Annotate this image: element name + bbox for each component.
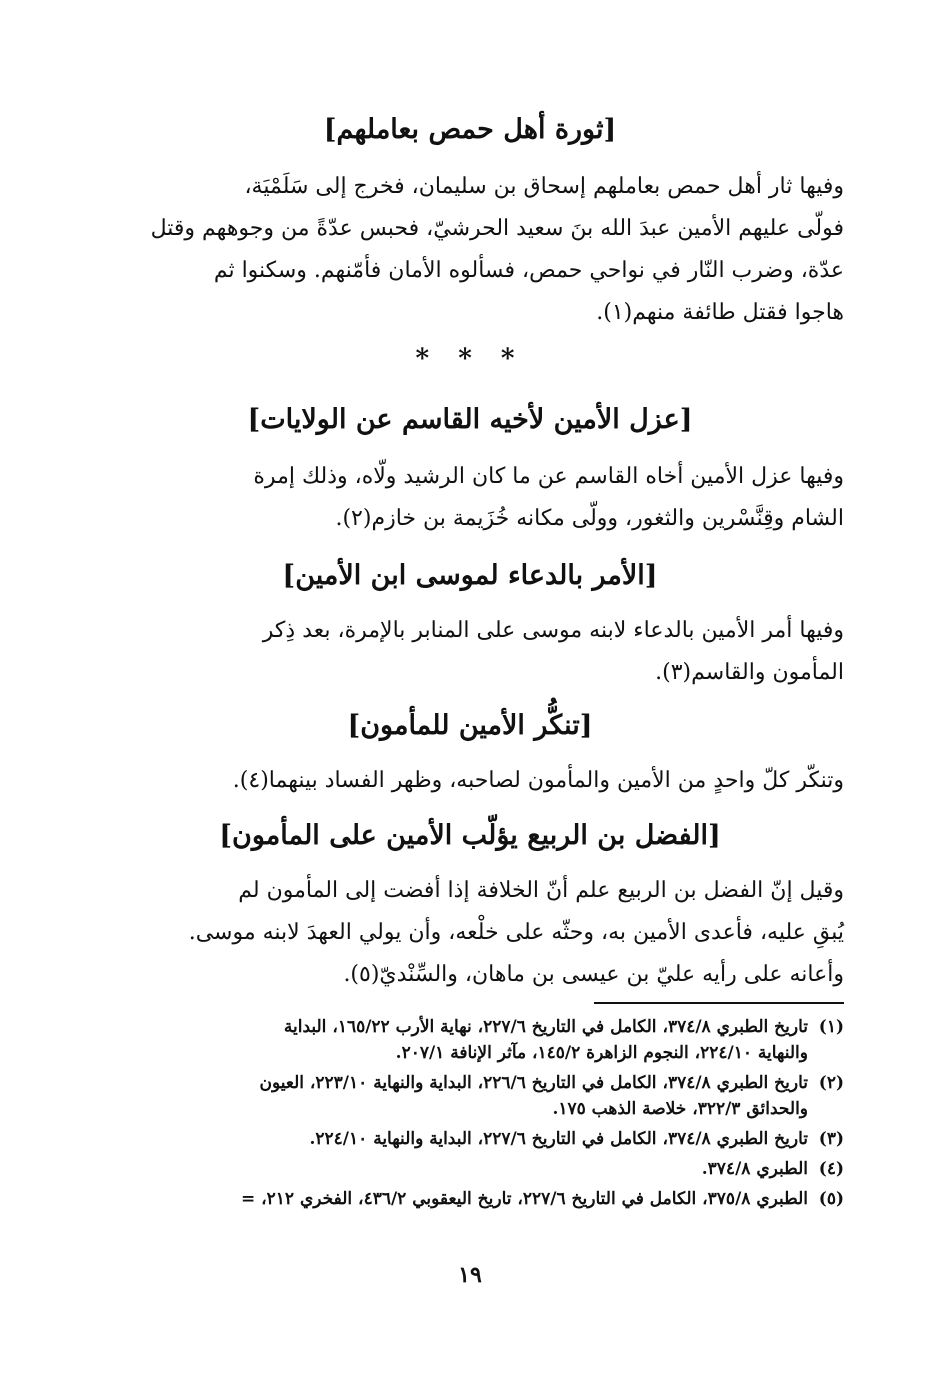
footnote (96, 1186, 844, 1212)
section-heading: [الأمر بالدعاء لموسى ابن الأمين] (282, 560, 658, 591)
section-heading: [عزل الأمين لأخيه القاسم عن الولايات] (247, 404, 693, 435)
section-heading: [الفضل بن الربيع يؤلّب الأمين على المأمون] (219, 820, 721, 851)
text-line: وتنكّر كلّ واحدٍ من الأمين والمأمون لصاحبه، وظهر الفساد بينهما(٤). (232, 768, 844, 793)
section-paragraph (96, 456, 844, 540)
footnote-line: تاريخ الطبري ٣٧٤/٨، الكامل في التاريخ ٢٢٧/٦، نهاية الأرب ١٦٥/٢٢، البداية (283, 1017, 808, 1037)
footnote-line: والنهاية ٢٢٤/١٠، النجوم الزاهرة ١٤٥/٢، مآثر الإنافة ٢٠٧/١. (395, 1043, 808, 1063)
text-line: هاجوا فقتل طائفة منهم(١). (596, 300, 844, 325)
footnote-line: الطبري ٣٧٥/٨، الكامل في التاريخ ٢٢٧/٦، تاريخ اليعقوبي ٤٣٦/٢، الفخري ٢١٢، = (241, 1189, 808, 1209)
section-separator: * * * (415, 344, 525, 374)
footnote-line: تاريخ الطبري ٣٧٤/٨، الكامل في التاريخ ٢٢٧/٦، البداية والنهاية ٢٢٤/١٠. (309, 1129, 808, 1149)
section-paragraph (96, 760, 844, 802)
footnote-text (96, 1014, 808, 1066)
text-line: يُبقِ عليه، فأعدى الأمين به، وحثّه على خلْعه، وأن يولي العهدَ لابنه موسى. (188, 920, 844, 945)
footnote-number: (٢) (818, 1073, 844, 1093)
footnote-text (96, 1186, 808, 1212)
footnote (96, 1070, 844, 1122)
section-paragraph (96, 610, 844, 694)
footnote (96, 1126, 844, 1152)
footnote-text (96, 1070, 808, 1122)
footnote-number: (٤) (818, 1159, 844, 1179)
text-line: وفيها ثار أهل حمص بعاملهم إسحاق بن سليمان، فخرج إلى سَلَمْيَة، (244, 174, 844, 199)
page-number: ١٩ (458, 1262, 482, 1288)
text-line: الشام وقِنَّسْرين والثغور، وولّى مكانه خُزَيمة بن خازم(٢). (335, 506, 844, 531)
footnote-line: الطبري ٣٧٤/٨. (701, 1159, 808, 1179)
text-line: المأمون والقاسم(٣). (655, 660, 844, 685)
footnotes (96, 1014, 844, 1216)
section-heading: [ثورة أهل حمص بعاملهم] (323, 114, 617, 145)
footnote-line: تاريخ الطبري ٣٧٤/٨، الكامل في التاريخ ٢٢٦/٦، البداية والنهاية ٢٢٣/١٠، العيون (259, 1073, 808, 1093)
section-paragraph (96, 870, 844, 996)
text-line: وفيها عزل الأمين أخاه القاسم عن ما كان الرشيد ولّاه، وذلك إمرة (253, 464, 844, 489)
section-heading: [تنكُّر الأمين للمأمون] (347, 710, 593, 741)
text-line: فولّى عليهم الأمين عبدَ الله بنَ سعيد الحرشيّ، فحبس عدّةً من وجوههم وقتل (150, 216, 844, 241)
footnote-number: (٥) (818, 1189, 844, 1209)
text-line: وفيها أمر الأمين بالدعاء لابنه موسى على المنابر بالإمرة، بعد ذِكر (262, 618, 844, 643)
footnote (96, 1156, 844, 1182)
footnote-number: (٣) (818, 1129, 844, 1149)
footnote-number: (١) (818, 1017, 844, 1037)
section-paragraph (96, 166, 844, 334)
text-line: وقيل إنّ الفضل بن الربيع علم أنّ الخلافة إذا أفضت إلى المأمون لم (238, 878, 844, 903)
text-line: وأعانه على رأيه عليّ بن عيسى بن ماهان، والسِّنْديّ(٥). (343, 962, 844, 987)
footnote (96, 1014, 844, 1066)
footnote-line: والحدائق ٣٢٢/٣، خلاصة الذهب ١٧٥. (552, 1099, 808, 1119)
footnote-text (96, 1126, 808, 1152)
footnote-divider (594, 1002, 844, 1004)
text-line: عدّة، وضرب النّار في نواحي حمص، فسألوه الأمان فأمّنهم. وسكنوا ثم (213, 258, 844, 283)
footnote-text (96, 1156, 808, 1182)
